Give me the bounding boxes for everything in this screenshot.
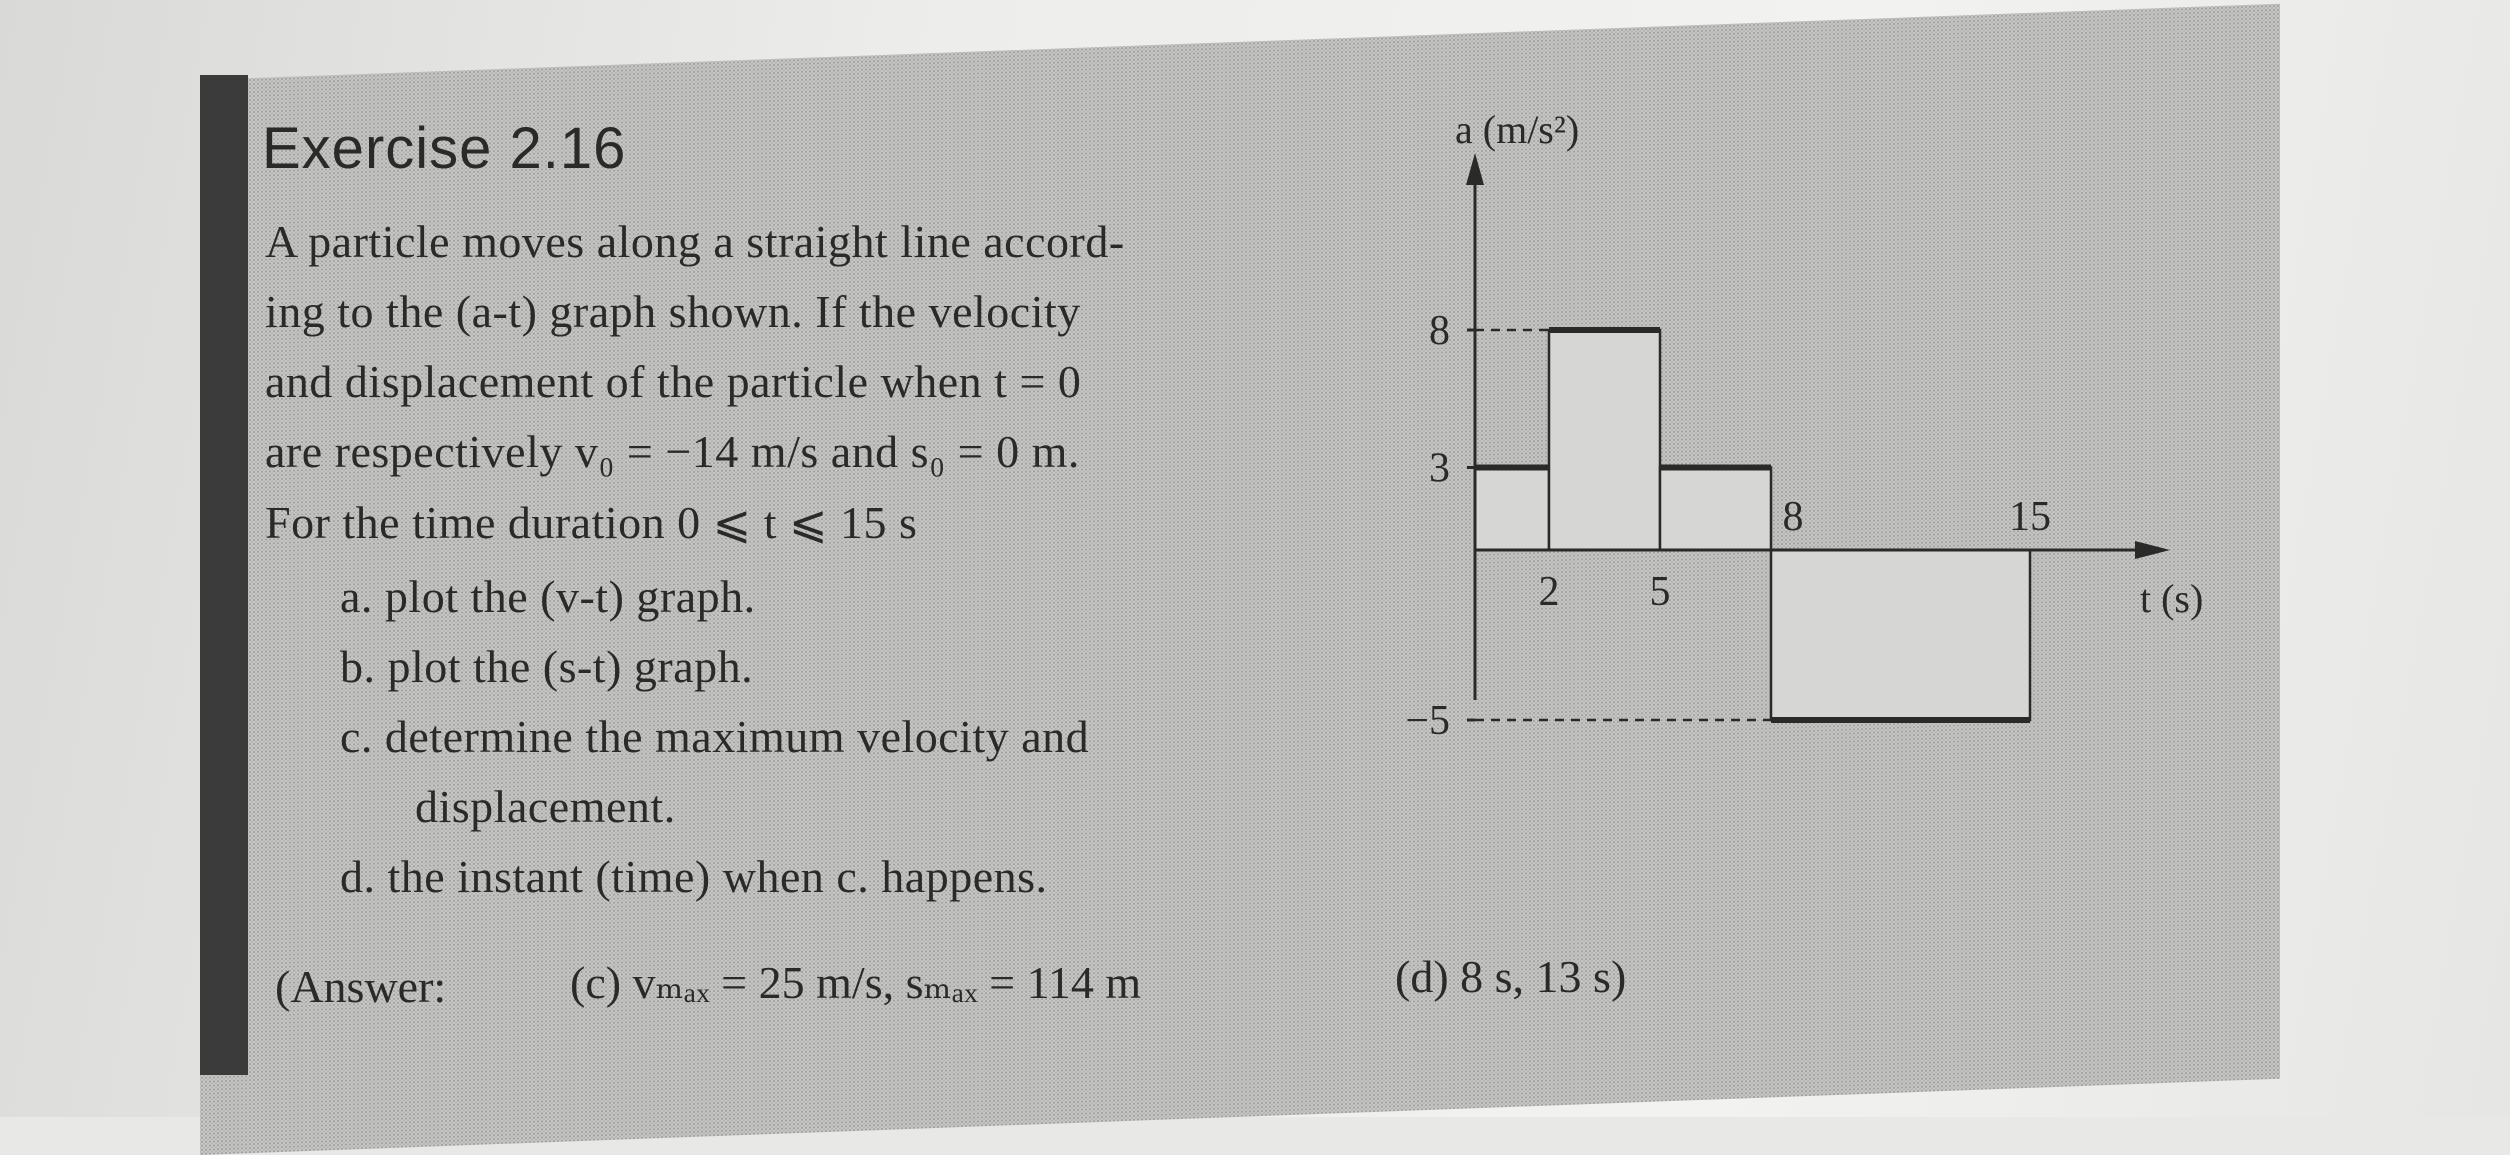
x-tick-label: 15 xyxy=(2009,494,2051,540)
acceleration-bar xyxy=(1660,468,1771,551)
problem-line: For the time duration 0 ⩽ t ⩽ 15 s xyxy=(265,497,918,548)
x-axis-label: t (s) xyxy=(2140,576,2204,621)
item-d: d. the instant (time) when c. happens. xyxy=(340,851,1048,902)
y-tick-label: −5 xyxy=(1405,698,1450,744)
problem-line: are respectively v₀ = −14 m/s and s₀ = 0 m. xyxy=(265,426,1080,477)
answer-part-c: (c) vₘₐₓ = 25 m/s, sₘₐₓ = 114 m xyxy=(570,957,1142,1008)
item-c: c. determine the maximum velocity and xyxy=(340,711,1090,762)
graph-bars xyxy=(1475,330,2030,720)
problem-line: ing to the (a-t) graph shown. If the velocity xyxy=(265,286,1081,337)
problem-line: A particle moves along a straight line accord- xyxy=(265,216,1125,267)
x-tick-label: 5 xyxy=(1649,569,1671,615)
exercise-title: Exercise 2.16 xyxy=(262,116,627,181)
y-axis-arrow xyxy=(1466,153,1484,185)
acceleration-bar xyxy=(1475,468,1549,551)
y-tick-label: 8 xyxy=(1429,308,1450,354)
acceleration-bar xyxy=(1549,330,1660,550)
x-tick-label: 8 xyxy=(1782,494,1804,540)
acceleration-bar xyxy=(1771,550,2030,720)
y-axis-label: a (m/s²) xyxy=(1455,107,1580,152)
x-tick-label: 2 xyxy=(1538,569,1560,615)
problem-line: and displacement of the particle when t = 0 xyxy=(265,356,1082,407)
x-axis-arrow xyxy=(2135,541,2170,559)
item-c-continued: displacement. xyxy=(415,781,676,832)
item-b: b. plot the (s-t) graph. xyxy=(340,641,754,692)
y-tick-label: 3 xyxy=(1429,445,1450,492)
item-a: a. plot the (v-t) graph. xyxy=(340,571,756,622)
answer-part-d: (d) 8 s, 13 s) xyxy=(1395,951,1627,1002)
acceleration-time-graph xyxy=(1380,107,2250,795)
answer-label: (Answer: xyxy=(275,961,447,1012)
